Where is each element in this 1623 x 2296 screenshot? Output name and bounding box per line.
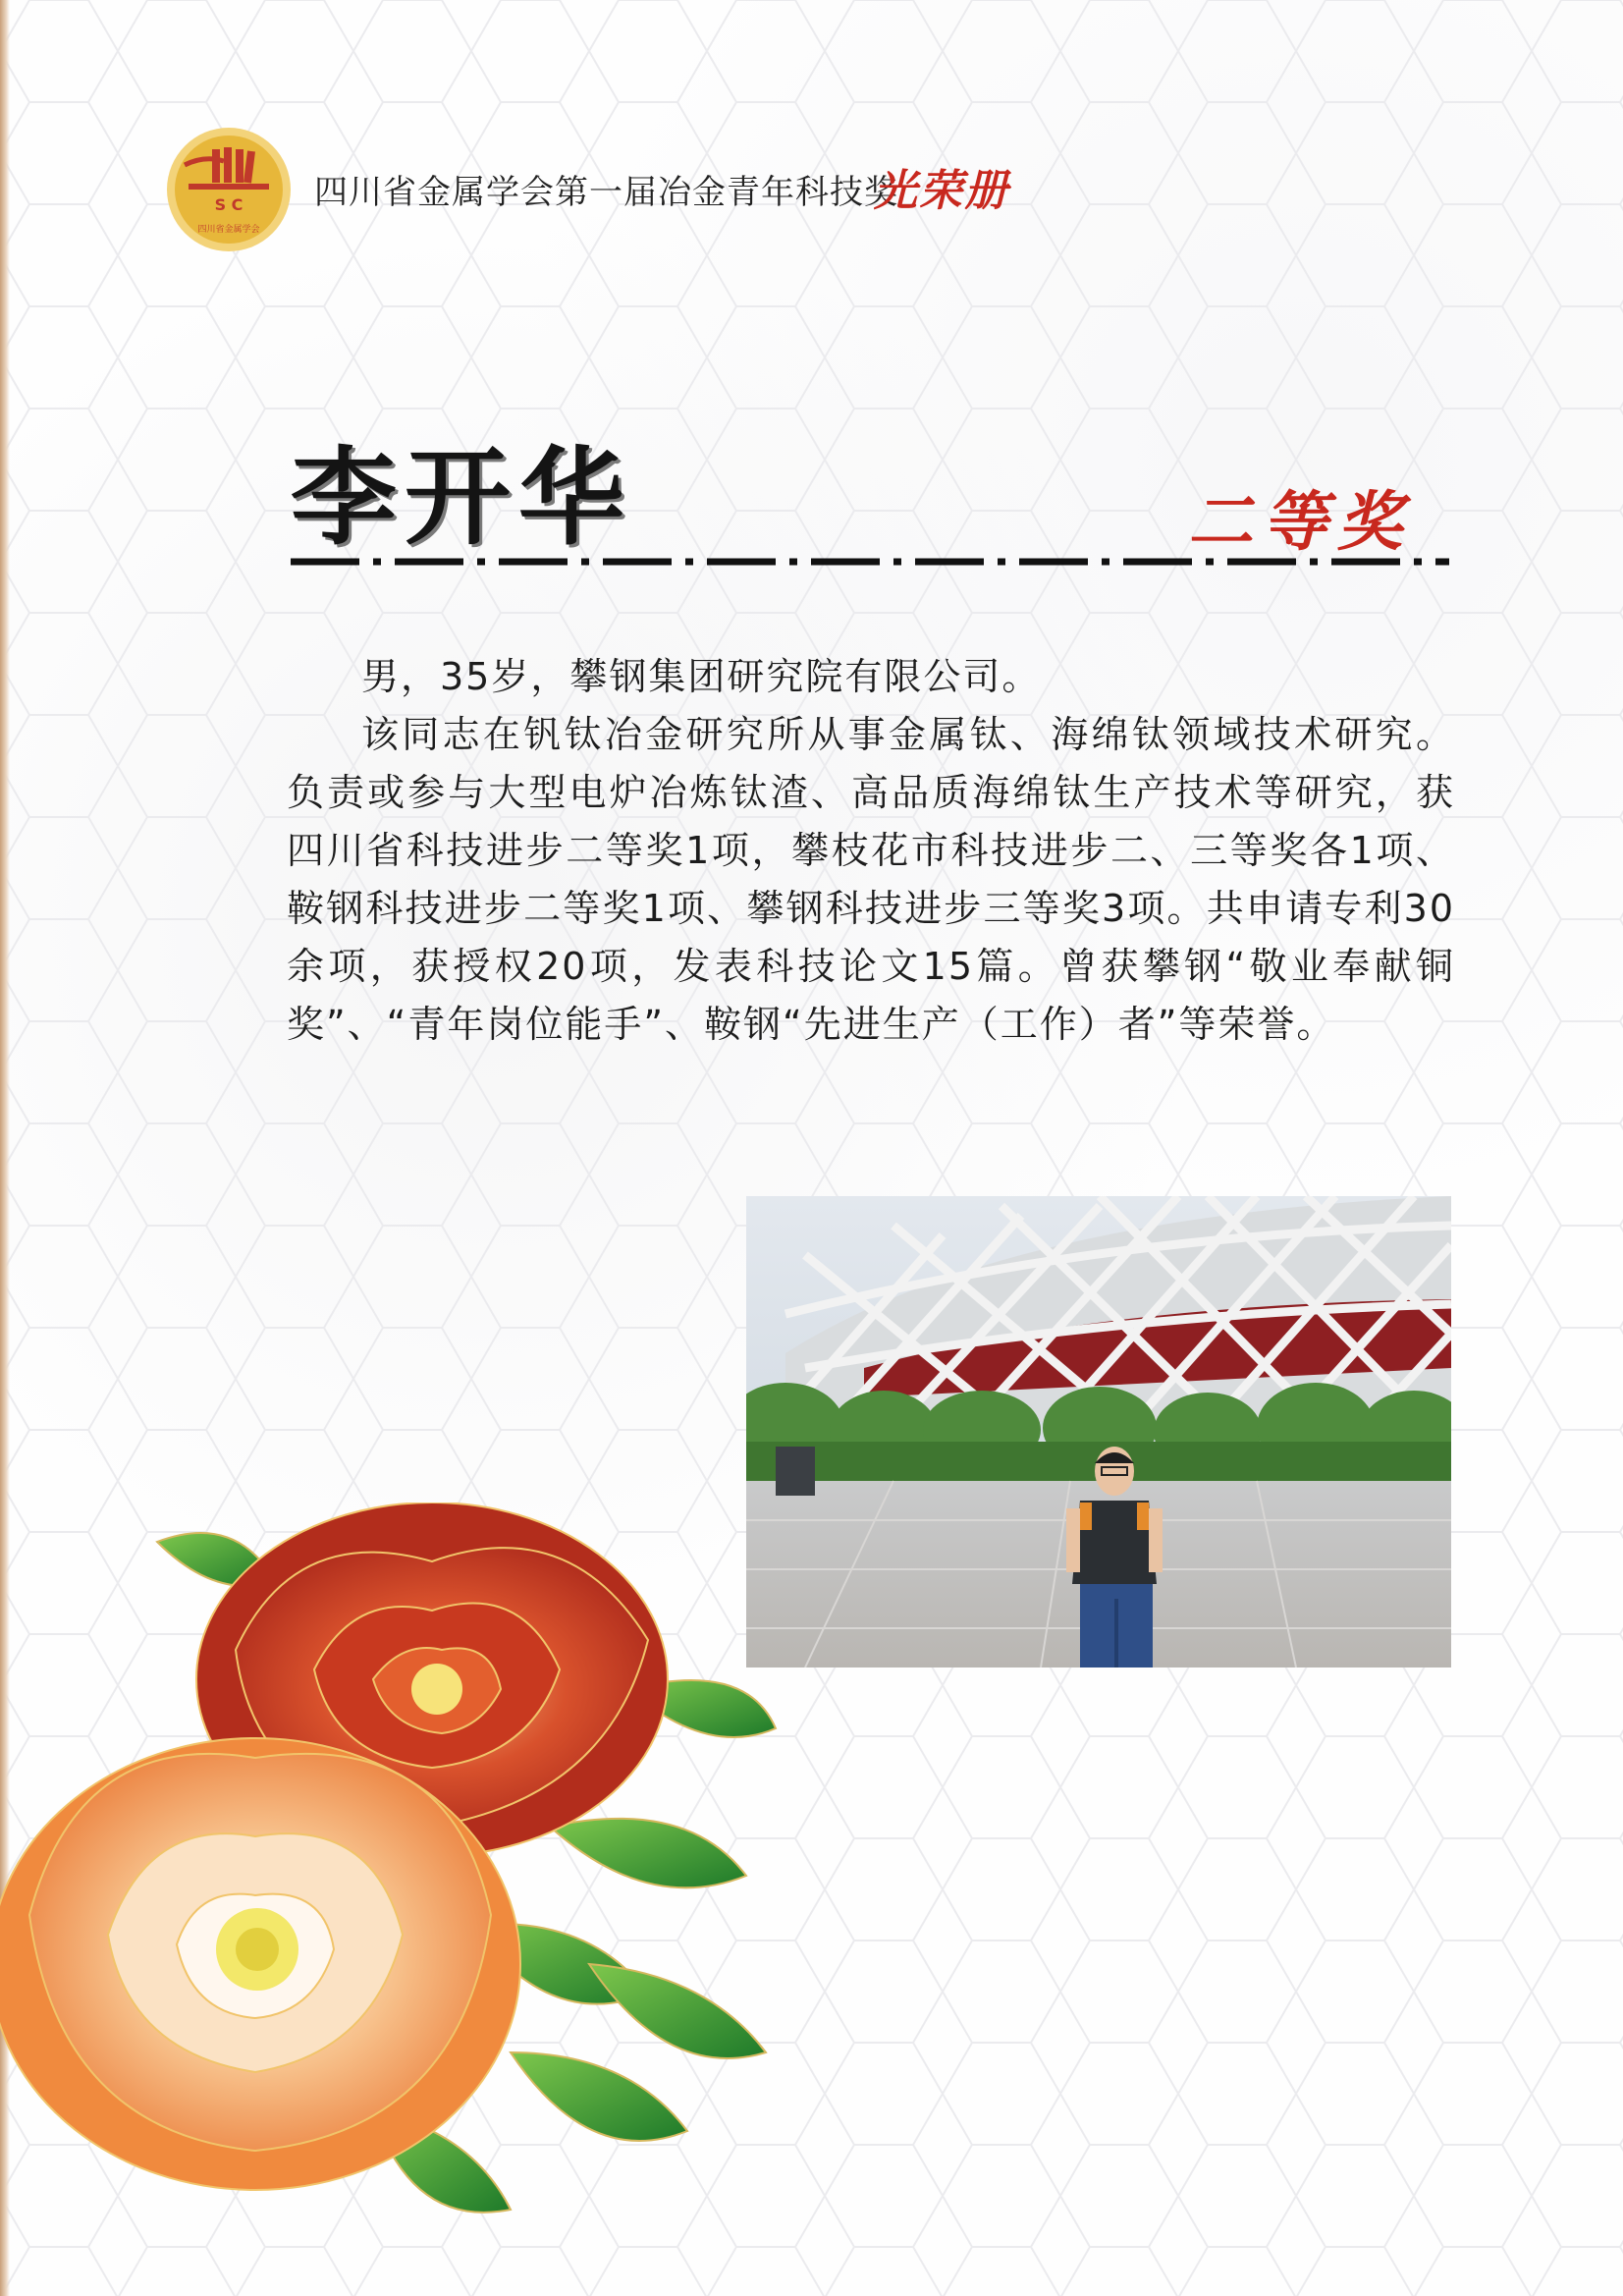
logo-letters: S C xyxy=(214,195,243,214)
award-level: 二等奖 xyxy=(1188,483,1412,560)
dashed-divider xyxy=(291,556,1449,568)
bio-paragraph-2: 该同志在钒钛冶金研究所从事金属钛、海绵钛领域技术研究。负责或参与大型电炉冶炼钛渣、高品质海绵钛生产技术等研究，获四川省科技进步二等奖1项，攀枝花市科技进步二、三等奖各1项、鞍钢科技进步二等奖1项、攀钢科技进步三等奖3项。共申请专利30余项，获授权20项，发表科技论文15篇。曾获攀钢“敬业奉献铜奖”、“青年岗位能手”、鞍钢“先进生产（工作）者”等荣誉。 xyxy=(287,713,1455,1046)
publication-script-title: 光荣册 xyxy=(874,166,1009,216)
biography-text xyxy=(287,648,1455,1054)
peony-flowers-illustration xyxy=(0,1503,884,2296)
awardee-name: 李开华 xyxy=(291,437,633,560)
bio-paragraph-1: 男，35岁，攀钢集团研究院有限公司。 xyxy=(361,655,1042,698)
logo-ring-text: 四川省金属学会 xyxy=(197,225,260,235)
society-logo xyxy=(165,126,293,253)
publication-title: 四川省金属学会第一届冶金青年科技奖 xyxy=(314,173,898,212)
